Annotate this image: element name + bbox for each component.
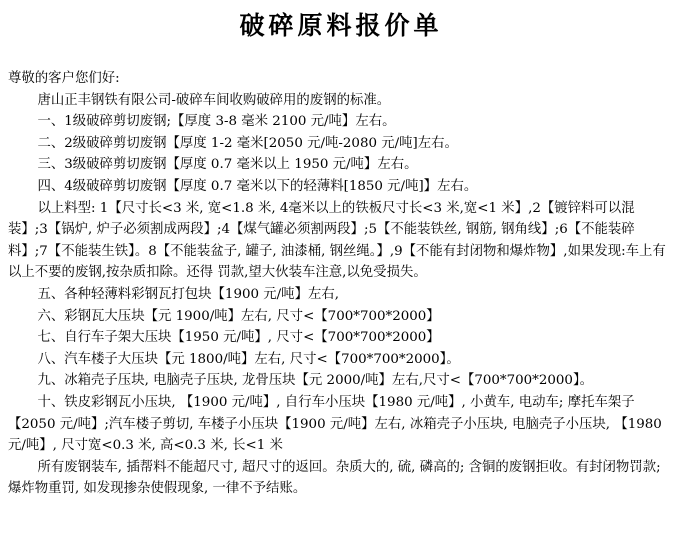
- price-item-2: 二、2级破碎剪切废钢【厚度 1-2 毫米[2050 元/吨-2080 元/吨]左右。: [37, 135, 458, 151]
- document-title: 破碎原料报价单: [239, 11, 443, 40]
- price-item-1: 一、1级破碎剪切废钢;【厚度 3-8 毫米 2100 元/吨】左右。: [37, 114, 396, 130]
- price-item-5: 五、各种轻薄料彩钢瓦打包块【1900 元/吨】左右,: [37, 286, 339, 302]
- price-item-7: 七、自行车子架大压块【1950 元/吨】, 尺寸<【700*700*2000】: [37, 330, 440, 346]
- price-item-4: 四、4级破碎剪切废钢【厚度 0.7 毫米以下的轻薄料[1850 元/吨]】左右。: [37, 178, 478, 194]
- intro-line: 唐山正丰钢铁有限公司-破碎车间收购破碎用的废钢的标准。: [37, 92, 391, 108]
- price-item-10: 十、铁皮彩钢瓦小压块, 【1900 元/吨】, 自行车小压块【1980 元/吨】, 小黄车, 电动车; 摩托车架子【2050 元/吨】;汽车楼子剪切, 车楼子小压块【1900 元/吨】左右, 冰箱壳子小压块, 电脑壳子小压块, 【1980 元/吨】, 尺寸宽<0.3 米, 高<0.3 米, 长<1 米: [8, 394, 662, 454]
- closing-note: 所有废钢装车, 插帮料不能超尺寸, 超尺寸的返回。杂质大的, 硫, 磷高的; 含铜的废钢拒收。有封闭物罚款; 爆炸物重罚, 如发现掺杂使假现象, 一律不予结账。: [8, 459, 661, 497]
- greeting-line: 尊敬的客户您们好:: [8, 71, 120, 86]
- price-item-6: 六、彩钢瓦大压块【元 1900/吨】左右, 尺寸<【700*700*2000】: [37, 308, 440, 324]
- document-body: [8, 68, 674, 500]
- price-item-3: 三、3级破碎剪切废钢【厚度 0.7 毫米以上 1950 元/吨】左右。: [37, 157, 418, 173]
- material-requirements: 以上料型: 1【尺寸长<3 米, 宽<1.8 米, 4毫米以上的铁板尺寸长<3 米,宽<1 米】,2【镀锌料可以混装】;3【锅炉, 炉子必须割成两段】;4【煤气罐必须割两段】;5【不能装铁丝, 钢筋, 钢角线】;6【不能装碎料】;7【不能装生铁】。8【不能装盆子, 罐子, 油漆桶, 钢丝绳。】,9【不能有封闭物和爆炸物】,如果发现:车上有以上不要的废钢,按杂质扣除。还得 罚款,望大伙装车注意,以免受损失。: [8, 200, 666, 281]
- price-item-8: 八、汽车楼子大压块【元 1800/吨】左右, 尺寸<【700*700*2000】。: [37, 351, 460, 367]
- price-item-9: 九、冰箱壳子压块, 电脑壳子压块, 龙骨压块【元 2000/吨】左右,尺寸<【700*700*2000】。: [37, 373, 594, 389]
- price-list-document: [0, 8, 682, 537]
